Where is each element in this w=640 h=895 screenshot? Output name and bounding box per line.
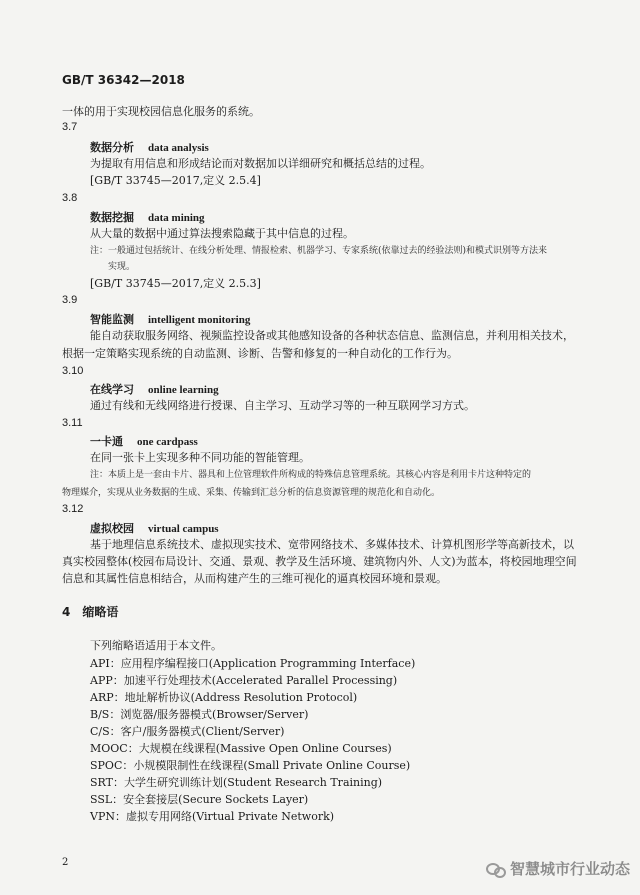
term-en: virtual campus	[148, 523, 219, 535]
term-cn: 一卡通	[90, 435, 123, 448]
entry-number: 3.8	[62, 192, 78, 204]
watermark	[486, 858, 630, 879]
section-intro: 下列缩略语适用于本文件。	[90, 639, 222, 652]
entry-number: 3.9	[62, 294, 78, 306]
abbreviation-item: VPN：虚拟专用网络(Virtual Private Network)	[90, 810, 335, 823]
term-en: data mining	[148, 212, 205, 224]
entry-source: [GB/T 33745—2017,定义 2.5.4]	[90, 174, 261, 187]
watermark-text: 智慧城市行业动态	[509, 860, 630, 878]
entry-definition: 真实校园整体(校园布局设计、交通、景观、教学及生活环境、建筑物内外、人文)为蓝本，将校园地理空间	[62, 555, 577, 568]
entry-source: [GB/T 33745—2017,定义 2.5.3]	[90, 277, 261, 290]
wechat-icon	[486, 862, 504, 876]
term-cn: 在线学习	[90, 383, 134, 396]
abbreviation-item: ARP：地址解析协议(Address Resolution Protocol)	[90, 691, 358, 704]
entry-note: 注：一般通过包括统计、在线分析处理、情报检索、机器学习、专家系统(依靠过去的经验法则)和模式识别等方法来	[90, 246, 548, 256]
abbreviation-item: API：应用程序编程接口(Application Programming Interface)	[90, 657, 416, 670]
term-en: one cardpass	[137, 436, 198, 448]
entry-number: 3.12	[62, 503, 84, 515]
term-en: intelligent monitoring	[148, 314, 251, 326]
entry-definition: 在同一张卡上实现多种不同功能的智能管理。	[90, 451, 310, 464]
entry-number: 3.7	[62, 121, 78, 133]
entry-note: 注：本质上是一套由卡片、器具和上位管理软件所构成的特殊信息管理系统。其核心内容是利用卡片这种特定的	[90, 470, 532, 480]
intro-line: 一体的用于实现校园信息化服务的系统。	[62, 105, 260, 118]
abbreviation-item: SRT：大学生研究训练计划(Student Research Training)	[90, 776, 383, 789]
entry-term	[90, 381, 219, 397]
entry-term	[90, 311, 250, 327]
abbreviation-item: SPOC：小规模限制性在线课程(Small Private Online Course)	[90, 759, 411, 772]
entry-term	[90, 433, 198, 449]
entry-definition: 根据一定策略实现系统的自动监测、诊断、告警和修复的一种自动化的工作行为。	[62, 347, 458, 360]
abbreviation-item: MOOC：大规模在线课程(Massive Open Online Courses)	[90, 742, 392, 755]
term-en: data analysis	[148, 142, 209, 154]
term-cn: 数据挖掘	[90, 211, 134, 224]
entry-note: 物理媒介，实现从业务数据的生成、采集、传输到汇总分析的信息资源管理的规范化和自动化。	[62, 488, 441, 498]
term-en: online learning	[148, 384, 219, 396]
entry-definition: 从大量的数据中通过算法搜索隐藏于其中信息的过程。	[90, 227, 354, 240]
entry-number: 3.10	[62, 365, 84, 377]
term-cn: 数据分析	[90, 141, 134, 154]
abbreviation-item: SSL：安全套接层(Secure Sockets Layer)	[90, 793, 309, 806]
section-heading: 4 缩略语	[62, 605, 119, 619]
entry-definition: 基于地理信息系统技术、虚拟现实技术、宽带网络技术、多媒体技术、计算机图形学等高新技术，以	[90, 538, 574, 551]
term-cn: 智能监测	[90, 313, 134, 326]
abbreviation-item: C/S：客户/服务器模式(Client/Server)	[90, 725, 285, 738]
entry-term	[90, 209, 205, 225]
page-number: 2	[62, 857, 69, 868]
abbreviation-item: APP：加速平行处理技术(Accelerated Parallel Processing)	[90, 674, 398, 687]
abbreviation-item: B/S：浏览器/服务器模式(Browser/Server)	[90, 708, 309, 721]
standard-code: GB/T 36342—2018	[62, 73, 185, 87]
entry-definition: 通过有线和无线网络进行授课、自主学习、互动学习等的一种互联网学习方式。	[90, 399, 475, 412]
entry-note: 实现。	[108, 262, 136, 272]
entry-term	[90, 520, 219, 536]
entry-definition: 能自动获取服务网络、视频监控设备或其他感知设备的各种状态信息、监测信息，并利用相关技术，	[90, 329, 574, 342]
entry-number: 3.11	[62, 417, 83, 429]
entry-term	[90, 139, 209, 155]
entry-definition: 为提取有用信息和形成结论而对数据加以详细研究和概括总结的过程。	[90, 157, 431, 170]
term-cn: 虚拟校园	[90, 522, 134, 535]
entry-definition: 信息和其属性信息相结合，从而构建产生的三维可视化的逼真校园环境和景观。	[62, 572, 447, 585]
